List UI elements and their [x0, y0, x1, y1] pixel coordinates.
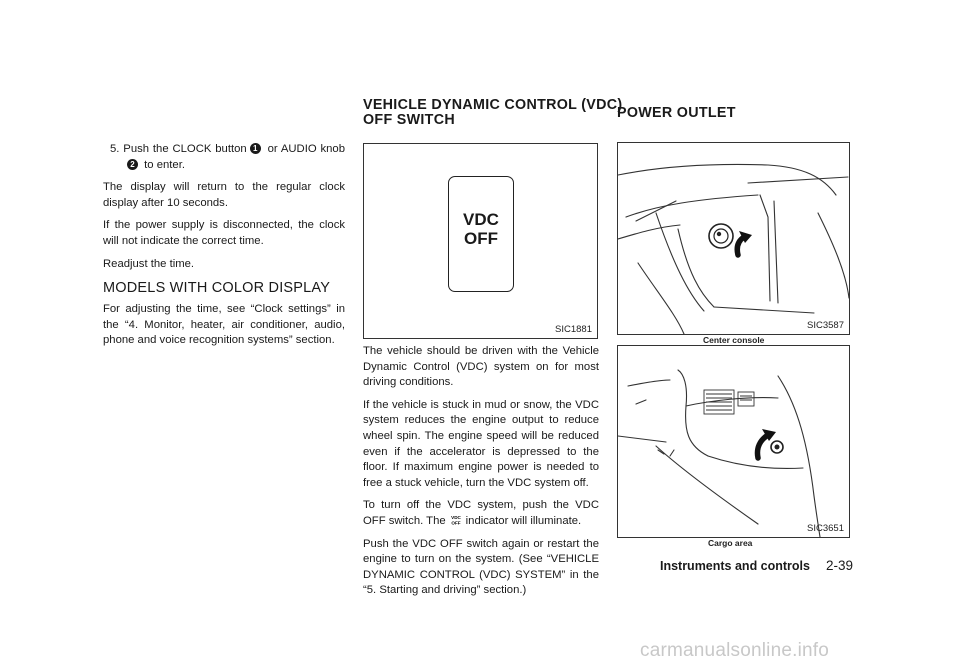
cargo-area-illustration	[618, 346, 849, 537]
vdc-off-indicator-icon	[449, 514, 463, 526]
figure-code: SIC3651	[807, 523, 844, 534]
vent-grille-icon	[704, 390, 754, 414]
figure-code: SIC1881	[555, 324, 592, 335]
paragraph-vdc-turn-on: Push the VDC OFF switch again or restart the engine to turn on the system. (See “VEHICLE DYNAMIC CONTROL (VDC) SYSTEM” in the “5. Starting and driving” section.)	[363, 537, 599, 597]
paragraph-vdc-stuck: If the vehicle is stuck in mud or snow, the VDC system reduces the engine output to reduce wheel spin. The engine speed will be reduced even if the accelerator is depressed to the floor. If maximum engine power is needed to free a stuck vehicle, turn the VDC system off.	[363, 398, 599, 489]
cargo-area-figure	[617, 345, 850, 538]
paragraph-readjust: Readjust the time.	[103, 257, 195, 270]
center-console-illustration	[618, 143, 849, 334]
middle-column-text	[363, 344, 599, 606]
step-5: 5. Push the CLOCK button 1 or AUDIO knob2 to enter.	[110, 143, 345, 171]
page-number: 2-39	[826, 558, 854, 573]
paragraph-vdc-normal: The vehicle should be driven with the Vehicle Dynamic Control (VDC) system on for most driving conditions.	[363, 345, 599, 389]
center-console-figure	[617, 142, 850, 335]
svg-text:OFF: OFF	[451, 520, 461, 526]
cargo-area-caption: Cargo area	[708, 538, 753, 548]
power-outlet-heading: POWER OUTLET	[617, 105, 736, 121]
power-outlet-socket-icon	[771, 441, 783, 453]
power-outlet-socket-icon	[709, 224, 733, 248]
svg-text:VDC: VDC	[450, 514, 461, 520]
paragraph-vdc-turn-off: To turn off the VDC system, push the VDC OFF switch. The VDC OFF indicator will illuminate.	[363, 499, 599, 527]
footer-section-title: Instruments and controls	[659, 559, 810, 573]
vdc-off-figure	[363, 143, 598, 339]
vdc-heading: VEHICLE DYNAMIC CONTROL (VDC) OFF SWITCH	[363, 97, 623, 128]
paragraph-power-disconnect: If the power supply is disconnected, the clock will not indicate the correct time.	[103, 219, 345, 247]
callout-1-icon: 1	[250, 143, 261, 154]
watermark: carmanualsonline.info	[640, 640, 830, 661]
left-column	[103, 142, 345, 356]
rotate-arrow-icon	[737, 231, 752, 255]
center-console-caption: Center console	[703, 335, 765, 345]
subheading-color-display: MODELS WITH COLOR DISPLAY	[103, 280, 331, 297]
figure-code: SIC3587	[807, 320, 844, 331]
callout-2-icon: 2	[127, 159, 138, 170]
paragraph-display-return: The display will return to the regular clock display after 10 seconds.	[103, 181, 345, 209]
vdc-off-button-illustration: VDC OFF	[448, 176, 514, 292]
paragraph-clock-settings: For adjusting the time, see “Clock settings” in the “4. Monitor, heater, air conditioner, audio, phone and voice recognition systems” section.	[103, 303, 345, 347]
